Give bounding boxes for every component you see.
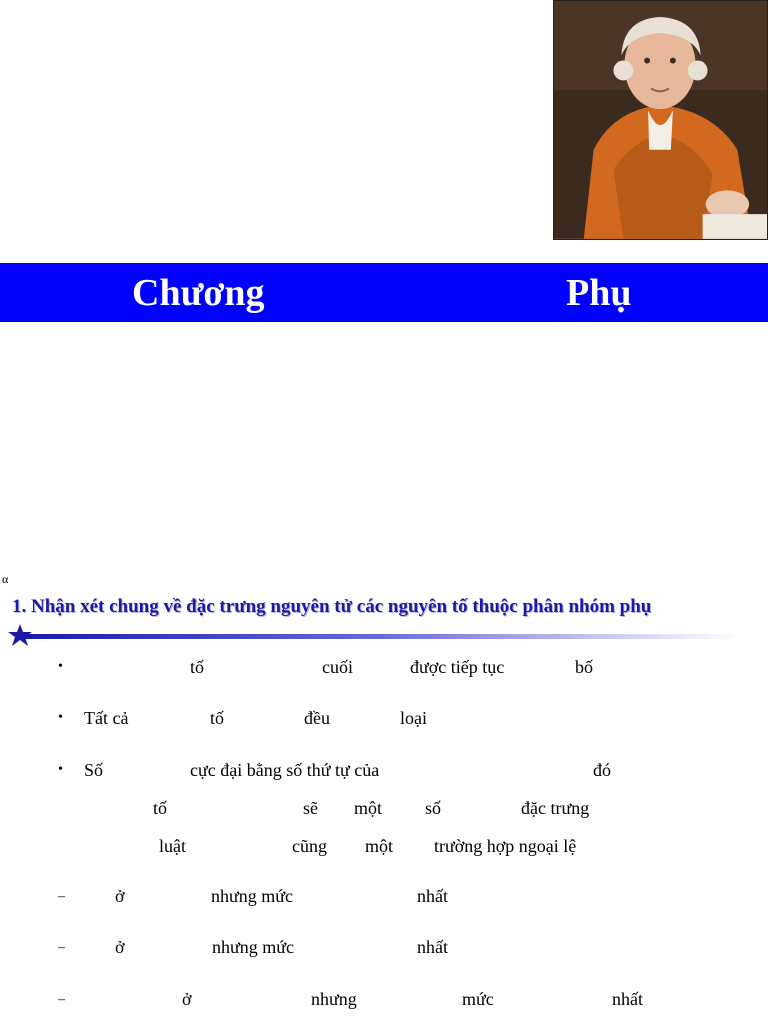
line1-word-4: bố — [575, 657, 593, 677]
line1-word-2: cuối — [322, 657, 353, 677]
line3-word-1: Số — [84, 760, 104, 780]
alpha-symbol: α — [2, 572, 9, 586]
dash-2: – — [58, 940, 65, 955]
portrait-image — [553, 0, 768, 240]
line7-word-2: nhưng mức — [212, 937, 295, 957]
banner-word-left: Chương — [132, 272, 265, 314]
line2-word-1: Tất cả — [84, 708, 129, 728]
line2-word-3: đều — [304, 708, 330, 728]
line3-word-2: cực đại bằng số thứ tự của — [190, 760, 380, 780]
line4-word-4: số — [425, 798, 442, 818]
line8-word-2: nhưng — [311, 989, 357, 1009]
line5-word-3: một — [365, 836, 394, 856]
bullet-2: • — [58, 710, 63, 725]
line1-word-3: được tiếp tục — [410, 657, 505, 677]
line5-word-2: cũng — [292, 836, 327, 856]
line6-word-2: nhưng mức — [211, 886, 294, 906]
line7-word-1: ở — [115, 937, 125, 957]
bullet-1: • — [58, 659, 63, 674]
line5-word-1: luật — [159, 836, 186, 856]
line8-word-1: ở — [182, 989, 192, 1009]
line1-word-1: tố — [190, 657, 205, 677]
dash-3: – — [58, 992, 65, 1007]
line5-word-4: trường hợp ngoại lệ — [434, 836, 577, 856]
dash-1: – — [58, 889, 65, 904]
line8-word-3: mức — [462, 989, 494, 1009]
line8-word-4: nhất — [612, 989, 643, 1009]
chapter-banner — [0, 263, 768, 322]
banner-word-right: Phụ — [566, 272, 632, 314]
line6-word-1: ở — [115, 886, 125, 906]
line4-word-1: tố — [153, 798, 168, 818]
line2-word-4: loại — [400, 708, 427, 728]
portrait-painting-icon — [554, 1, 767, 239]
line3-word-3: đó — [593, 760, 611, 780]
section-title: 1. Nhận xét chung về đặc trưng nguyên tử các nguyên tố thuộc phân nhóm phụ — [12, 596, 652, 617]
line2-word-2: tố — [210, 708, 225, 728]
line6-word-3: nhất — [417, 886, 448, 906]
line4-word-2: sẽ — [303, 798, 318, 818]
line4-word-3: một — [354, 798, 383, 818]
line4-word-5: đặc trưng — [521, 798, 590, 818]
title-underline — [20, 636, 740, 644]
bullet-3: • — [58, 762, 63, 777]
line7-word-3: nhất — [417, 937, 448, 957]
